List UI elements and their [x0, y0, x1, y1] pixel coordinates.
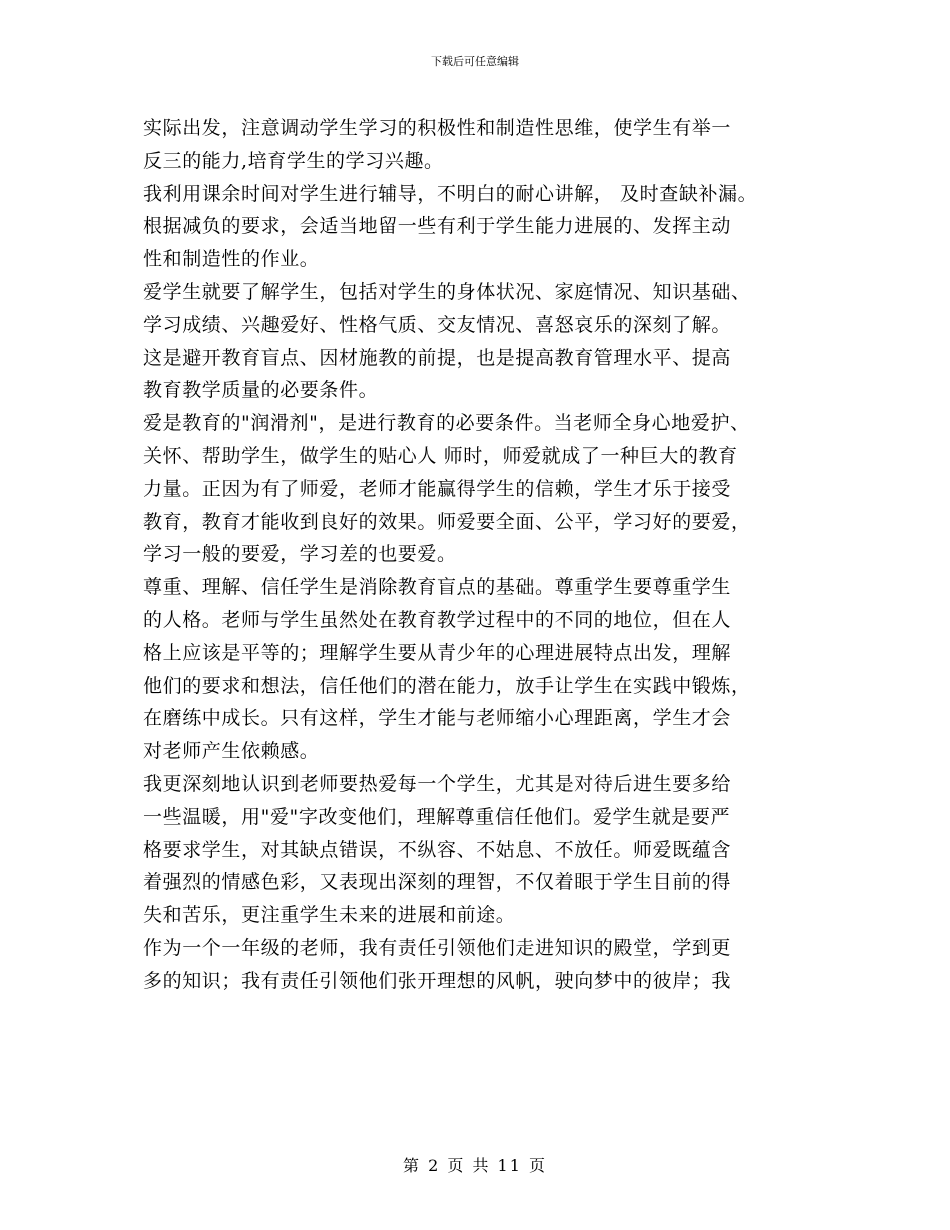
text-line: 力量。正因为有了师爱，老师才能赢得学生的信赖，学生才乐于接受	[143, 477, 732, 500]
text-line: 着强烈的情感色彩，又表现出深刻的理智，不仅着眼于学生目前的得	[143, 871, 732, 894]
text-line: 对老师产生依赖感。	[143, 740, 320, 763]
text-line: 失和苦乐，更注重学生未来的进展和前途。	[143, 904, 516, 927]
text-line: 实际出发，注意调动学生学习的积极性和制造性思维，使学生有举一	[143, 117, 732, 139]
text-line: 多的知识；我有责任引领他们张开理想的风帆，驶向梦中的彼岸；我	[143, 969, 732, 992]
text-line: 教育，教育才能收到良好的效果。师爱要全面、公平，学习好的要爱，	[143, 510, 751, 533]
text-line: 性和制造性的作业。	[143, 248, 320, 271]
text-line: 作为一个一年级的老师，我有责任引领他们走进知识的殿堂，学到更	[143, 936, 732, 959]
text-line: 爱是教育的"润滑剂"，是进行教育的必要条件。当老师全身心地爱护、	[143, 412, 750, 435]
text-line: 格要求学生，对其缺点错误，不纵容、不姑息、不放任。师爱既蕴含	[143, 838, 732, 861]
page-header: 下载后可任意编辑	[431, 55, 519, 68]
text-line: 格上应该是平等的；理解学生要从青少年的心理进展特点出发，理解	[143, 641, 732, 664]
text-line: 他们的要求和想法，信任他们的潜在能力，放手让学生在实践中锻炼，	[143, 674, 751, 697]
text-line: 根据减负的要求，会适当地留一些有利于学生能力进展的、发挥主动	[143, 215, 732, 238]
text-line: 这是避开教育盲点、因材施教的前提，也是提高教育管理水平、提高	[143, 346, 732, 369]
document-body	[143, 112, 843, 998]
text-line: 我利用课余时间对学生进行辅导，不明白的耐心讲解， 及时查缺补漏。	[143, 182, 758, 205]
text-line: 我更深刻地认识到老师要热爱每一个学生，尤其是对待后进生要多给	[143, 772, 732, 795]
text-line: 学习成绩、兴趣爱好、性格气质、交友情况、喜怒哀乐的深刻了解。	[143, 313, 732, 336]
text-line: 学习一般的要爱，学习差的也要爱。	[143, 543, 457, 566]
text-line: 一些温暖，用"爱"字改变他们，理解尊重信任他们。爱学生就是要严	[143, 805, 731, 828]
text-line: 反三的能力,培育学生的学习兴趣。	[143, 149, 444, 172]
text-line: 爱学生就要了解学生，包括对学生的身体状况、家庭情况、知识基础、	[143, 280, 751, 303]
text-line: 尊重、理解、信任学生是消除教育盲点的基础。尊重学生要尊重学生	[143, 576, 732, 599]
text-line: 教育教学质量的必要条件。	[143, 379, 379, 402]
page-footer: 第 2 页 共 11 页	[403, 1156, 547, 1175]
text-line: 的人格。老师与学生虽然处在教育教学过程中的不同的地位，但在人	[143, 608, 732, 631]
text-line: 关怀、帮助学生，做学生的贴心人 师时，师爱就成了一种巨大的教育	[143, 444, 738, 467]
text-line: 在磨练中成长。只有这样，学生才能与老师缩小心理距离，学生才会	[143, 707, 732, 730]
